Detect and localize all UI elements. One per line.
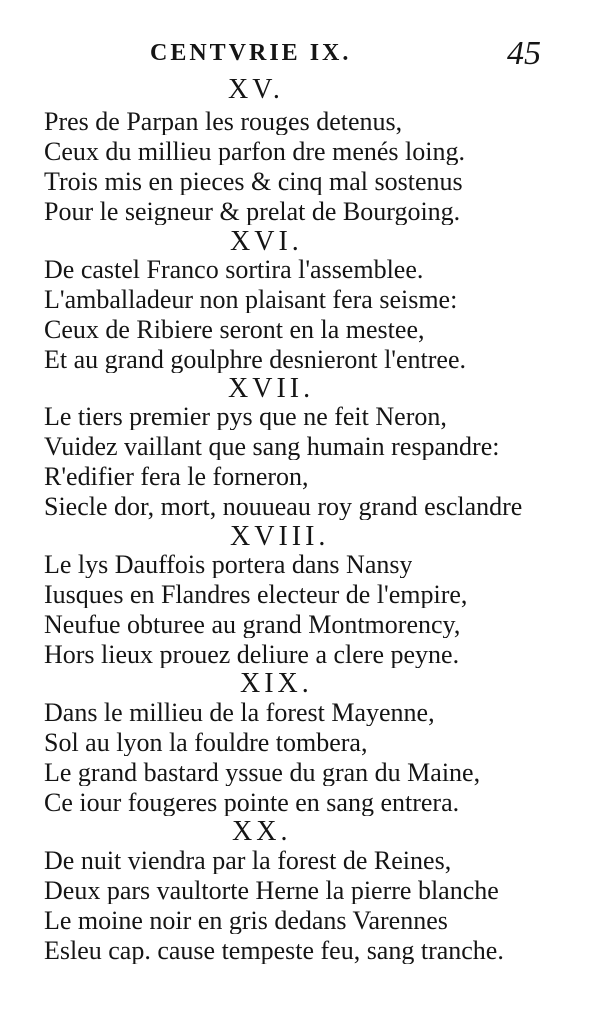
verse-line: Siecle dor, mort, nouueau roy grand esclandre — [44, 494, 523, 520]
verse-line: Iusques en Flandres electeur de l'empire, — [44, 582, 468, 608]
quatrain-numeral: XV. — [228, 74, 284, 105]
verse-line: L'amballadeur non plaisant fera seisme: — [44, 287, 458, 313]
running-title: CENTVRIE IX. — [150, 40, 352, 66]
quatrain-numeral: XVIII. — [230, 521, 330, 552]
verse-line: Ceux du millieu parfon dre menés loing. — [44, 139, 465, 165]
quatrain-numeral: XX. — [232, 816, 292, 847]
verse-line: Deux pars vaultorte Herne la pierre blanche — [44, 878, 499, 904]
verse-line: Esleu cap. cause tempeste feu, sang tranche. — [44, 938, 504, 964]
verse-line: Le tiers premier pys que ne feit Neron, — [44, 404, 447, 430]
verse-line: Le lys Dauffois portera dans Nansy — [44, 552, 413, 578]
quatrain-numeral: XVII. — [228, 373, 315, 404]
verse-line: Dans le millieu de la forest Mayenne, — [44, 700, 435, 726]
verse-line: Hors lieux prouez deliure a clere peyne. — [44, 642, 460, 668]
verse-line: Neufue obturee au grand Montmorency, — [44, 612, 461, 638]
page-number: 45 — [507, 35, 541, 72]
verse-line: Sol au lyon la fouldre tombera, — [44, 730, 368, 756]
verse-line: Et au grand goulphre desnieront l'entree. — [44, 347, 466, 373]
verse-line: De nuit viendra par la forest de Reines, — [44, 848, 452, 874]
verse-line: Le grand bastard yssue du gran du Maine, — [44, 760, 481, 786]
verse-line: Trois mis en pieces & cinq mal sostenus — [44, 169, 463, 195]
quatrain-numeral: XVI. — [230, 226, 303, 257]
verse-line: De castel Franco sortira l'assemblee. — [44, 257, 424, 283]
verse-line: R'edifier fera le forneron, — [44, 464, 309, 490]
verse-line: Vuidez vaillant que sang humain respandre: — [44, 434, 500, 460]
verse-line: Pres de Parpan les rouges detenus, — [44, 109, 403, 135]
verse-line: Ce iour fougeres pointe en sang entrera. — [44, 790, 460, 816]
verse-line: Pour le seigneur & prelat de Bourgoing. — [44, 199, 461, 225]
quatrain-numeral: XIX. — [240, 668, 313, 699]
verse-line: Ceux de Ribiere seront en la mestee, — [44, 317, 425, 343]
verse-line: Le moine noir en gris dedans Varennes — [44, 908, 448, 934]
